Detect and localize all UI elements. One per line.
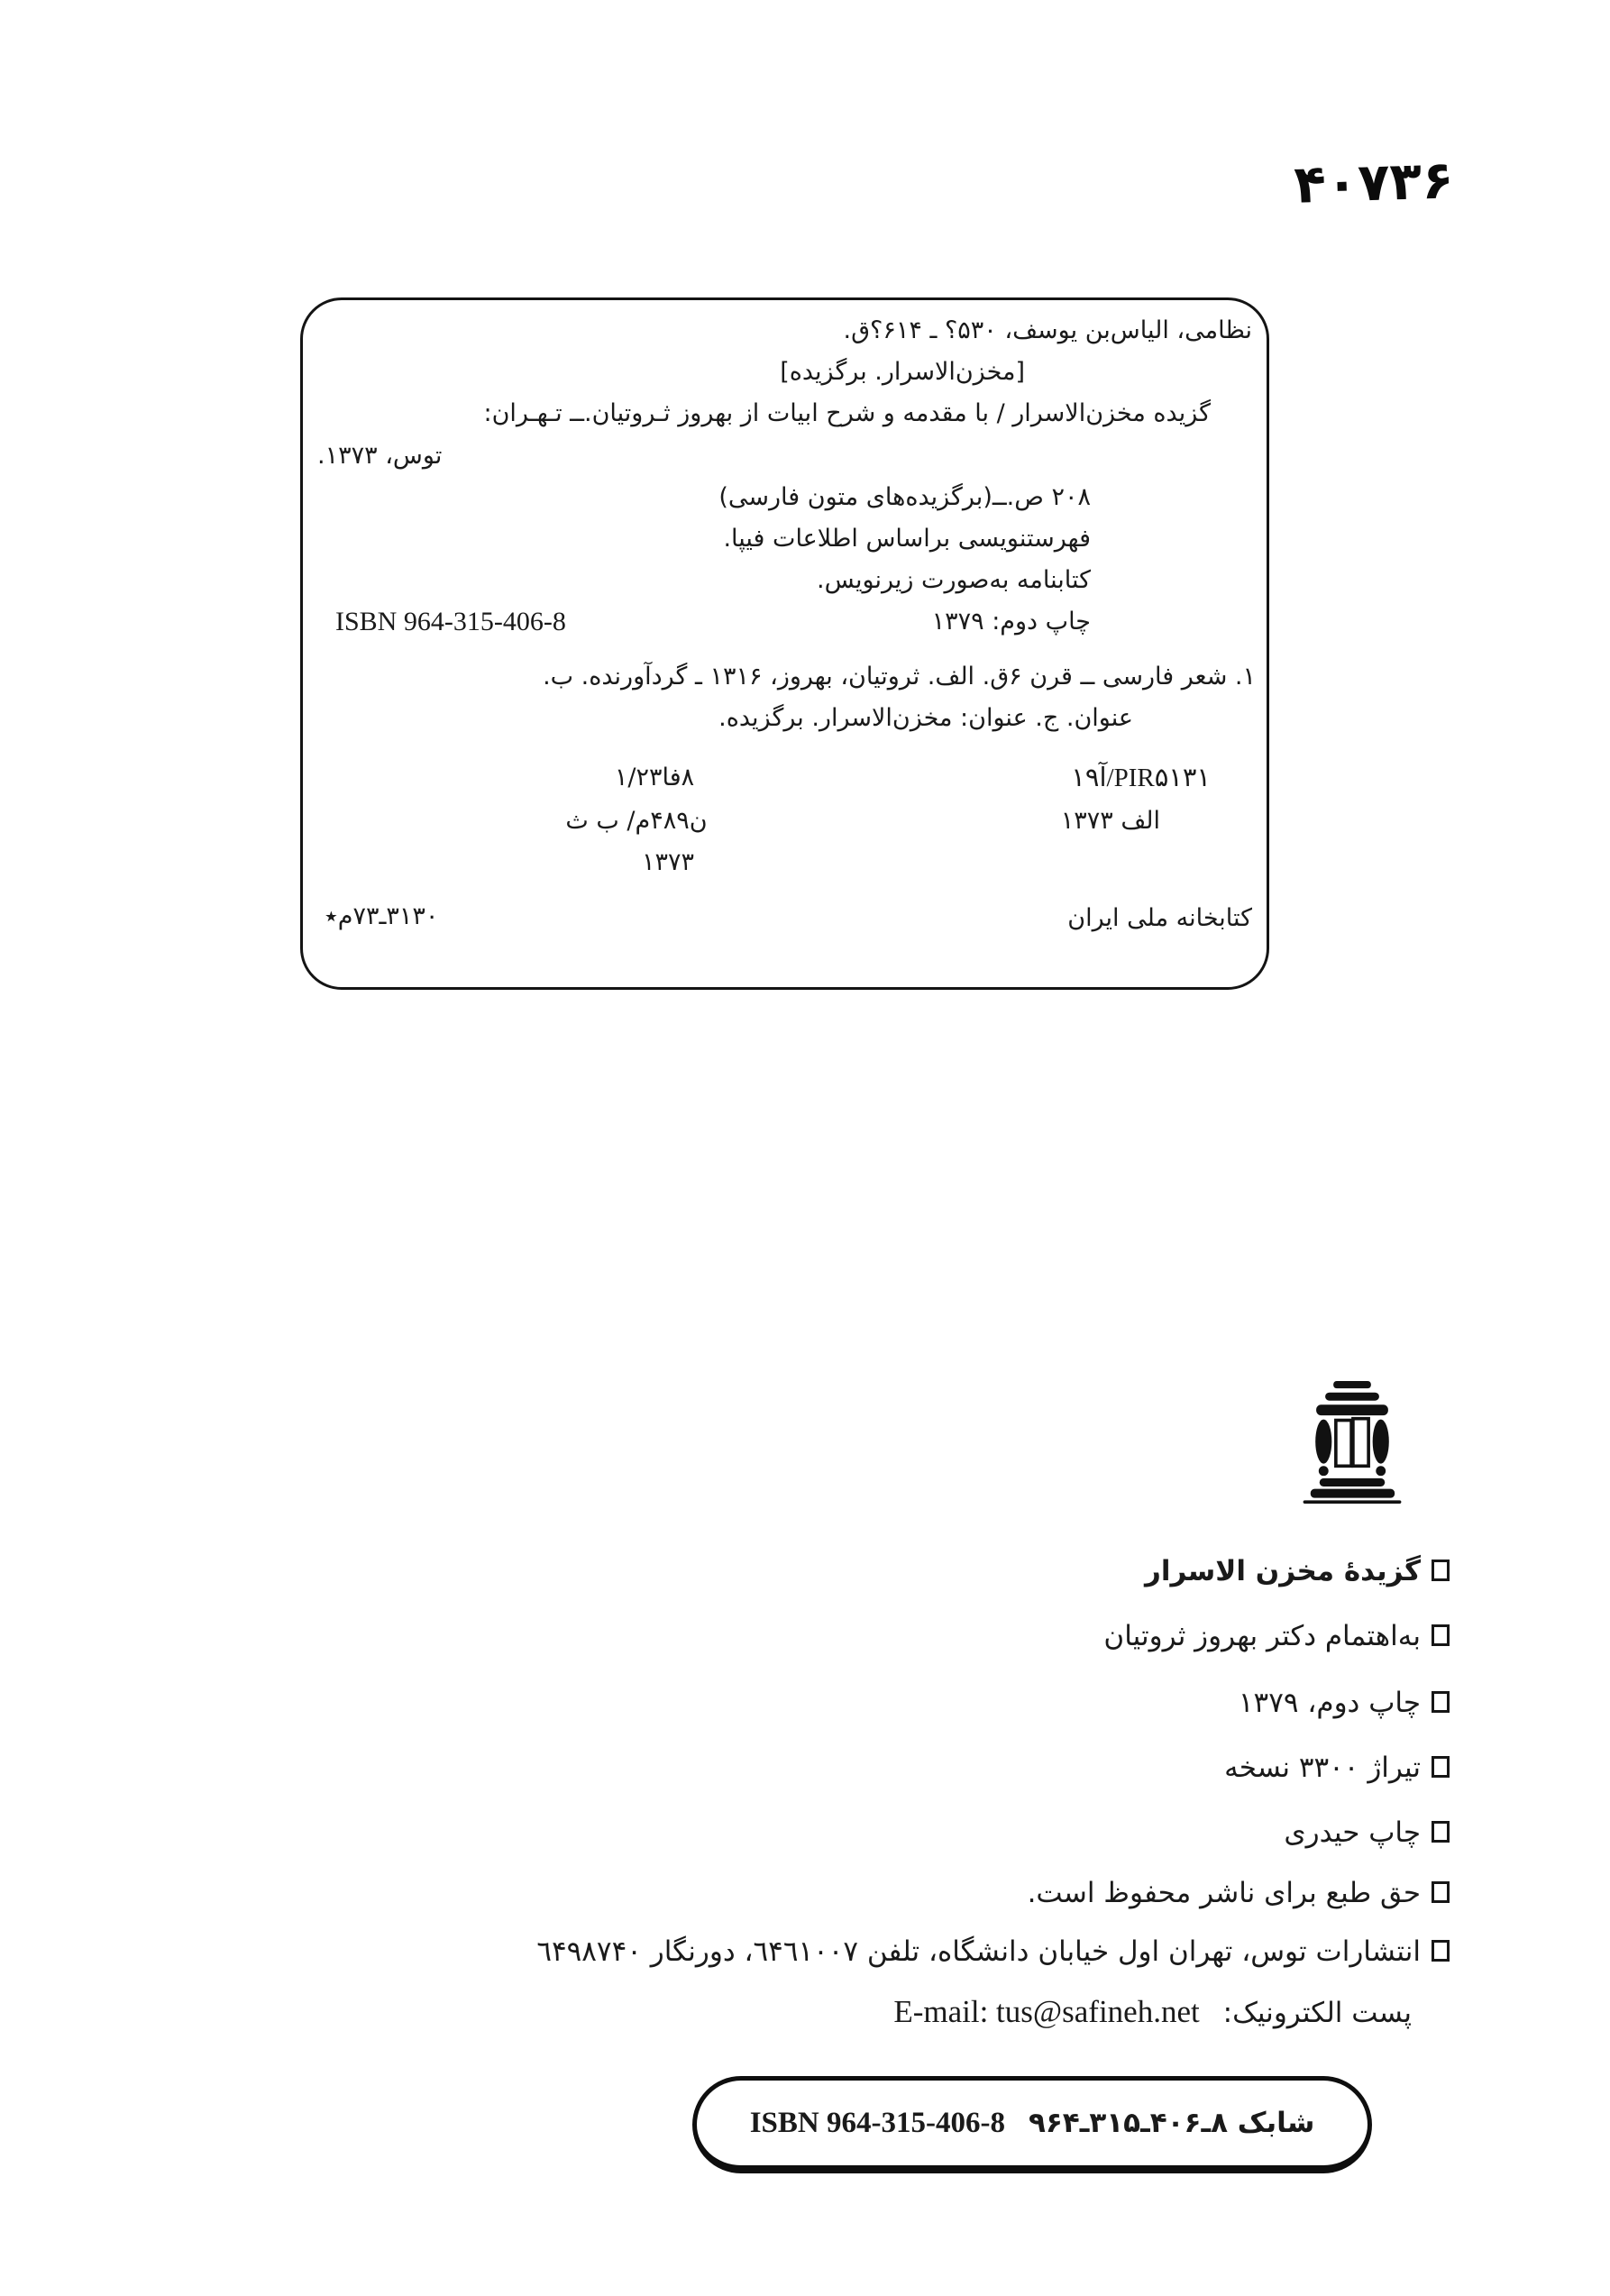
call-number-cutter: ن۴۸۹م/ ب ث [565,807,708,835]
cip-author-line: نظامی، الیاس‌بن یوسف، ۵۳۰؟ ـ ۶۱۴؟ق. [843,316,1252,344]
publisher-logo [1298,1381,1406,1504]
cip-title-statement: گزیده مخزن‌الاسرار / با مقدمه و شرح ابیات از بهروز ثـروتیان.ــ تـهـران: [483,399,1211,427]
square-bullet-icon [1432,1560,1450,1581]
colophon-item-printer: چاپ حیدری [1284,1815,1450,1851]
isbn-box [692,2076,1372,2173]
email-address: E-mail: tus@safineh.net [893,1994,1200,2029]
colophon-item-print-run: تیراژ ۳۳۰۰ نسخه [1224,1750,1450,1786]
call-number-dewey: ۸فا۱/۲۳ [614,764,695,791]
square-bullet-icon [1432,1756,1450,1778]
square-bullet-icon [1432,1691,1450,1713]
cip-edition-line: چاپ دوم: ۱۳۷۹ [931,608,1091,636]
cip-uniform-title: [مخزن‌الاسرار. برگزیده] [780,358,1025,386]
cip-isbn: ISBN 964-315-406-8 [335,607,566,636]
national-library-label: کتابخانه ملی ایران [1067,904,1252,932]
square-bullet-icon [1432,1881,1450,1903]
handwritten-accession-number: ۴۰۷۳۶ [1293,149,1455,215]
call-number-lc2: الف ۱۳۷۳ [1060,807,1160,835]
cip-subject-line-1: ۱. شعر فارسی ــ قرن ۶ق. الف. ثروتیان، بهروز، ۱۳۱۶ ـ گردآورنده. ب. [543,663,1256,691]
cip-fipa-note: فهرستنویسی براساس اطلاعات فیپا. [723,525,1091,553]
call-number-year: ۱۳۷۳ [641,848,694,876]
isbn-persian: شابک ۸ـ۴۰۶ـ۳۱۵ـ۹۶۴ [1028,2107,1315,2139]
email-line [893,1994,1412,2030]
colophon-item-title: گزیدهٔ مخزن الاسرار [1145,1553,1450,1589]
cip-collation-line: ۲۰۸ ص.ــ(برگزیده‌های متون فارسی) [718,483,1091,511]
colophon-item-copyright: حق طبع برای ناشر محفوظ است. [1028,1875,1450,1911]
square-bullet-icon [1432,1821,1450,1843]
colophon-item-edition: چاپ دوم، ۱۳۷۹ [1239,1685,1450,1721]
email-label: پست الکترونیک: [1222,1997,1412,2029]
cip-cataloging-box [300,297,1269,990]
isbn-latin: ISBN 964-315-406-8 [749,2106,1005,2139]
cip-footnote-note: کتابنامه به‌صورت زیرنویس. [817,566,1091,594]
national-bib-number: ۳۱۳۰ـ۷۳م٭ [325,902,439,930]
call-number-lc: PIR۵۱۳۱/آ۱۹ [1071,764,1211,792]
colophon-item-editor: به‌اهتمام دکتر بهروز ثروتیان [1103,1618,1450,1654]
square-bullet-icon [1432,1624,1450,1646]
colophon-item-publisher-address: انتشارات توس، تهران اول خیابان دانشگاه، تلفن ٦۴٦١٠٠٧، دورنگار ٦۴٩٨٧۴٠ [536,1934,1450,1970]
toos-column-book-icon [1298,1381,1406,1504]
square-bullet-icon [1432,1940,1450,1962]
cip-subject-line-2: عنوان. ج. عنوان: مخزن‌الاسرار. برگزیده. [718,704,1133,732]
cip-publisher-line: توس، ۱۳۷۳. [317,442,443,470]
